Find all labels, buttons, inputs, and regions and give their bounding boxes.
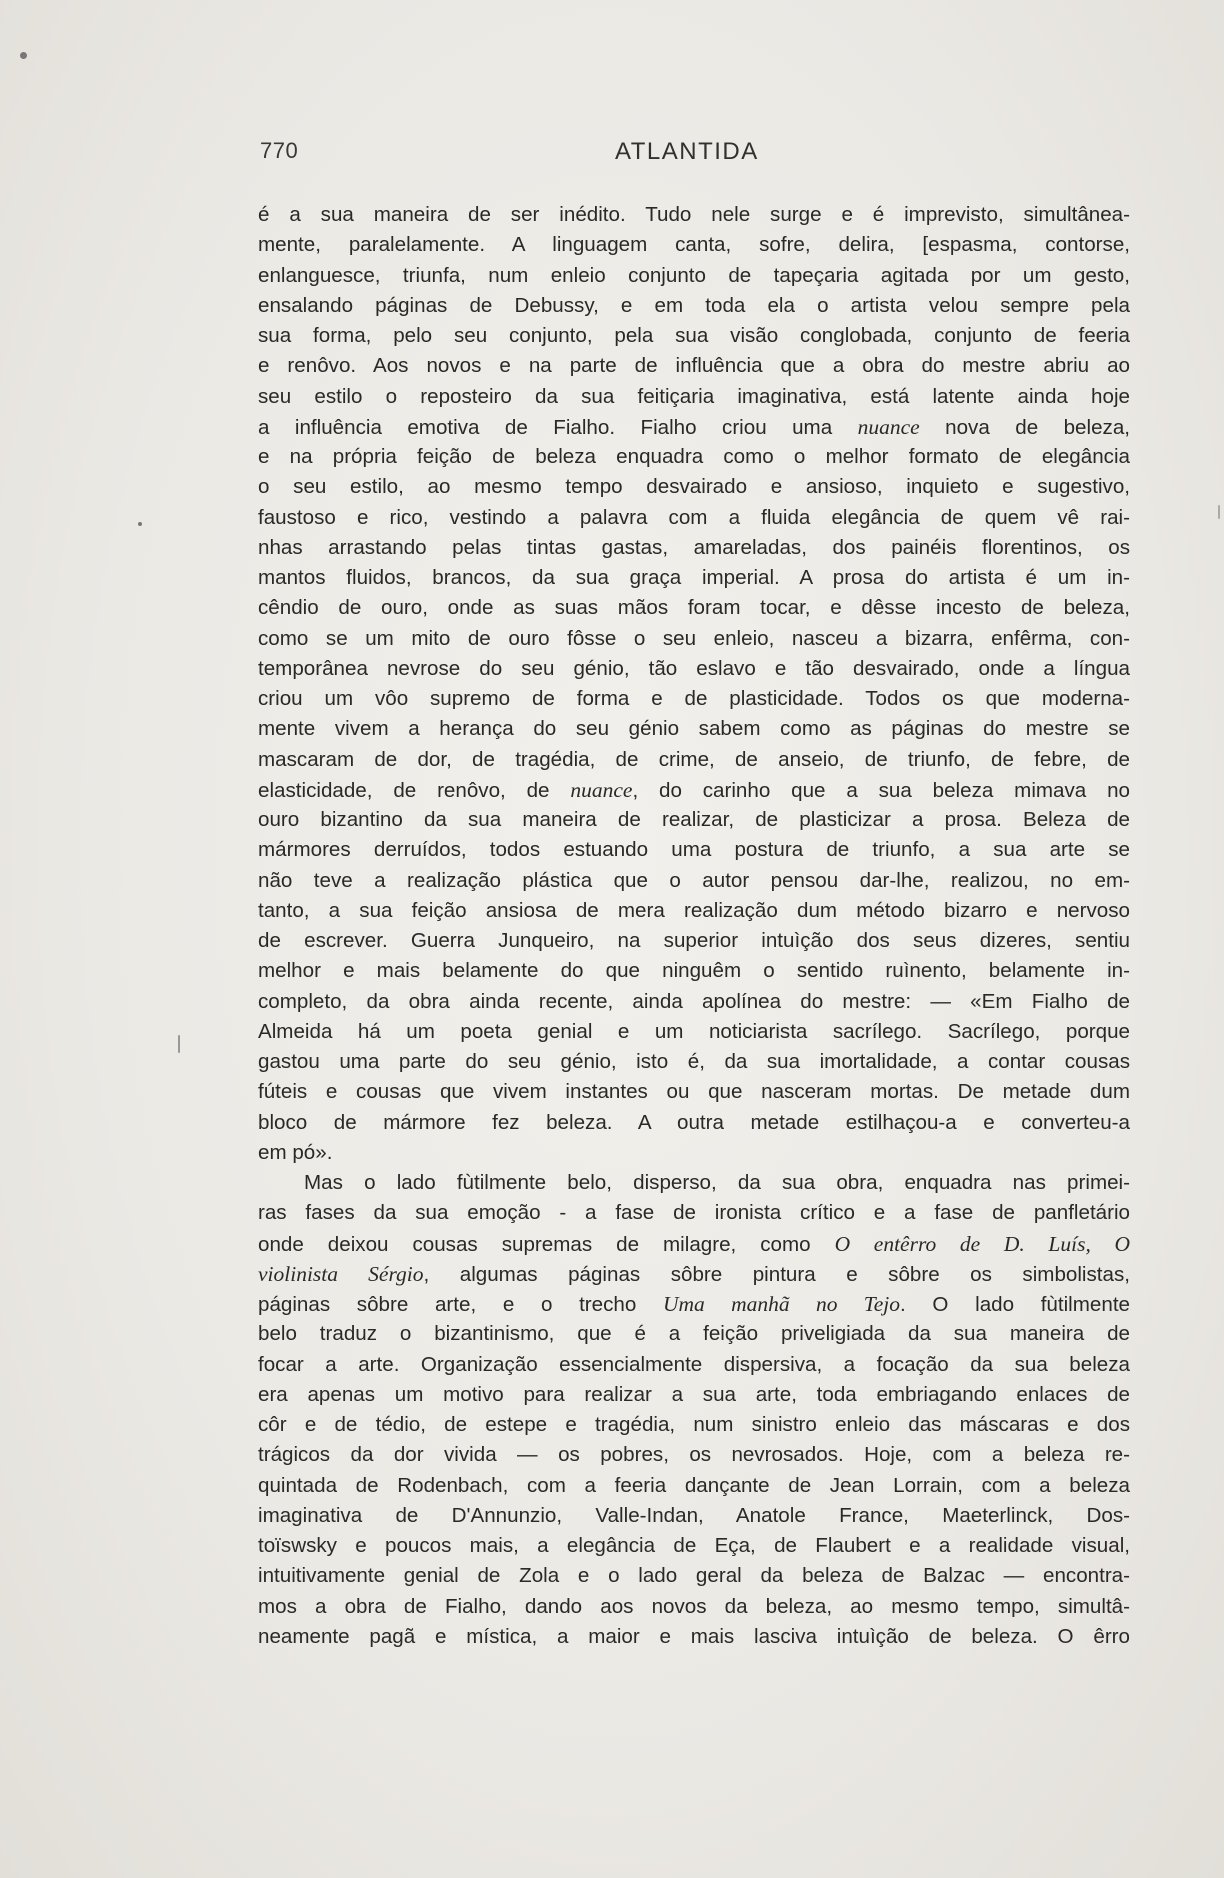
text-segment: trágicos da dor vivida — os pobres, os nevrosados. Hoje, com a beleza re- [258, 1443, 1130, 1467]
text-line [258, 835, 1130, 865]
text-segment: em pó». [258, 1140, 333, 1164]
text-line [258, 230, 1130, 260]
italic-title: O entêrro de D. Luís, O [834, 1231, 1130, 1256]
text-line [258, 1017, 1130, 1047]
text-segment: , algumas páginas sôbre pintura e sôbre os simbolistas, [423, 1262, 1130, 1286]
text-segment: mármores derruídos, todos estuando uma postura de triunfo, a sua arte se [258, 838, 1130, 862]
text-segment: mos a obra de Fialho, dando aos novos da beleza, ao mesmo tempo, simultâ- [258, 1594, 1130, 1618]
text-line [258, 805, 1130, 835]
page-number: 770 [260, 138, 299, 163]
text-segment: cêndio de ouro, onde as suas mãos foram tocar, e dêsse incesto de beleza, [258, 596, 1130, 620]
text-line [258, 442, 1130, 472]
text-segment: elasticidade, de renôvo, de [258, 778, 571, 802]
text-line [258, 1259, 1130, 1289]
text-line [258, 1501, 1130, 1531]
italic-title: nuance [857, 414, 920, 439]
text-segment: gastou uma parte do seu génio, isto é, da sua imortalidade, a contar cousas [258, 1050, 1130, 1073]
text-line [258, 1108, 1130, 1138]
text-segment: ras fases da sua emoção - a fase de ironista crítico e a fase de panfletário [258, 1201, 1130, 1225]
text-line [258, 684, 1130, 714]
text-line [258, 987, 1130, 1017]
text-segment: e renôvo. Aos novos e na parte de influência que a obra do mestre abriu ao [258, 354, 1130, 378]
text-line [258, 896, 1130, 926]
text-line [258, 1138, 1130, 1168]
text-segment: Mas o lado fùtilmente belo, disperso, da sua obra, enquadra nas primei- [304, 1171, 1130, 1194]
text-line [258, 291, 1130, 321]
text-line [258, 866, 1130, 896]
text-segment: temporânea nevrose do seu génio, tão eslavo e tão desvairado, onde a língua [258, 656, 1130, 680]
scan-speck [1218, 505, 1220, 519]
text-segment: completo, da obra ainda recente, ainda apolínea do mestre: — «Em Fialho de [258, 989, 1130, 1013]
running-title: ATLANTIDA [615, 138, 759, 165]
text-segment: bloco de mármore fez beleza. A outra metade estilhaçou-a e converteu-a [258, 1110, 1130, 1134]
text-segment: mente, paralelamente. A linguagem canta, sofre, delira, [espasma, contorse, [258, 233, 1130, 257]
text-line [258, 1561, 1130, 1591]
text-line [258, 926, 1130, 956]
text-segment: era apenas um motivo para realizar a sua arte, toda embriagando enlaces de [258, 1382, 1130, 1406]
text-segment: nova de beleza, [919, 415, 1130, 439]
italic-title: nuance [570, 777, 633, 802]
text-segment: nhas arrastando pelas tintas gastas, amareladas, dos painéis florentinos, os [258, 535, 1130, 559]
text-line [258, 412, 1130, 442]
body-text [258, 200, 1130, 1652]
text-line [258, 563, 1130, 593]
text-line [258, 1319, 1130, 1349]
scan-speck [138, 522, 142, 526]
text-line [258, 382, 1130, 412]
text-segment: ensalando páginas de Debussy, e em toda ela o artista velou sempre pela [258, 293, 1130, 317]
text-segment: páginas sôbre arte, e o trecho [258, 1293, 663, 1316]
page-header [260, 138, 1140, 168]
text-segment: o seu estilo, ao mesmo tempo desvairado e ansioso, inquieto e sugestivo, [258, 475, 1130, 499]
text-line [258, 1380, 1130, 1410]
text-segment: e na própria feição de beleza enquadra como o melhor formato de elegância [258, 445, 1130, 468]
text-segment: Almeida há um poeta genial e um noticiarista sacrílego. Sacrílego, porque [258, 1019, 1130, 1043]
text-line [258, 775, 1130, 805]
text-segment: focar a arte. Organização essencialmente dispersiva, a focação da sua beleza [258, 1352, 1130, 1376]
text-line [258, 624, 1130, 654]
text-line [258, 654, 1130, 684]
text-line [258, 533, 1130, 563]
text-line [258, 321, 1130, 351]
text-segment: onde deixou cousas supremas de milagre, como [258, 1232, 835, 1256]
text-segment: toïswsky e poucos mais, a elegância de Eça, de Flaubert e a realidade visual, [258, 1534, 1130, 1557]
text-segment: seu estilo o reposteiro da sua feitiçaria imaginativa, está latente ainda hoje [258, 384, 1130, 408]
text-segment: intuitivamente genial de Zola e o lado geral da beleza de Balzac — encontra- [258, 1564, 1130, 1588]
text-segment: criou um vôo supremo de forma e de plasticidade. Todos os que moderna- [258, 687, 1130, 710]
text-segment: mantos fluidos, brancos, da sua graça imperial. A prosa do artista é um in- [258, 566, 1130, 589]
text-line [258, 472, 1130, 502]
text-segment: mente vivem a herança do seu génio sabem como as páginas do mestre se [258, 717, 1130, 741]
text-segment: de escrever. Guerra Junqueiro, na superior intuìção dos seus dizeres, sentiu [258, 929, 1130, 952]
text-segment: quintada de Rodenbach, com a feeria dançante de Jean Lorrain, com a beleza [258, 1473, 1130, 1497]
text-segment: não teve a realização plástica que o autor pensou dar-lhe, realizou, no em- [258, 868, 1130, 892]
text-line [258, 1440, 1130, 1470]
text-segment: neamente pagã e mística, a maior e mais lasciva intuìção de beleza. O êrro [258, 1624, 1130, 1648]
text-line [258, 200, 1130, 230]
text-segment: belo traduz o bizantinismo, que é a feição priveligiada da sua maneira de [258, 1322, 1130, 1346]
text-line [258, 956, 1130, 986]
text-segment: . O lado fùtilmente [900, 1293, 1130, 1316]
text-line [258, 1410, 1130, 1440]
text-segment: , do carinho que a sua beleza mimava no [632, 778, 1131, 802]
text-segment: melhor e mais belamente do que ninguêm o sentido ruìnento, belamente in- [258, 959, 1130, 983]
text-line [258, 593, 1130, 623]
text-segment: como se um mito de ouro fôsse o seu enleio, nasceu a bizarra, enfêrma, con- [258, 626, 1130, 650]
text-line [258, 261, 1130, 291]
text-segment: tanto, a sua feição ansiosa de mera realização dum método bizarro e nervoso [258, 898, 1130, 922]
text-segment: faustoso e rico, vestindo a palavra com a fluida elegância de quem vê rai- [258, 505, 1130, 529]
italic-title: Uma manhã no Tejo [663, 1292, 901, 1316]
text-line [258, 714, 1130, 744]
text-segment: mascaram de dor, de tragédia, de crime, de anseio, de triunfo, de febre, de [258, 747, 1130, 771]
text-segment: côr e de tédio, de estepe e tragédia, num sinistro enleio das máscaras e dos [258, 1413, 1130, 1436]
text-line [258, 1622, 1130, 1652]
text-line [258, 351, 1130, 381]
text-line [258, 1229, 1130, 1259]
text-segment: sua forma, pelo seu conjunto, pela sua visão conglobada, conjunto de feeria [258, 324, 1130, 347]
text-line [258, 1198, 1130, 1228]
text-line [258, 1592, 1130, 1622]
text-line [258, 1531, 1130, 1561]
text-line [258, 1077, 1130, 1107]
text-segment: a influência emotiva de Fialho. Fialho criou uma [258, 415, 858, 439]
text-line [258, 503, 1130, 533]
text-line [258, 1168, 1130, 1198]
text-line [258, 745, 1130, 775]
text-segment: enlanguesce, triunfa, num enleio conjunto de tapeçaria agitada por um gesto, [258, 263, 1130, 287]
text-segment: ouro bizantino da sua maneira de realizar, de plasticizar a prosa. Beleza de [258, 808, 1130, 831]
text-line [258, 1289, 1130, 1319]
text-segment: fúteis e cousas que vivem instantes ou que nasceram mortas. De metade dum [258, 1080, 1130, 1104]
scan-speck [178, 1035, 180, 1053]
text-segment: é a sua maneira de ser inédito. Tudo nele surge e é imprevisto, simultânea- [258, 203, 1130, 226]
text-segment: imaginativa de D'Annunzio, Valle-Indan, Anatole France, Maeterlinck, Dos- [258, 1503, 1130, 1527]
text-line [258, 1350, 1130, 1380]
italic-title: violinista Sérgio [258, 1261, 424, 1286]
text-line [258, 1471, 1130, 1501]
scan-speck [20, 52, 27, 59]
text-line [258, 1047, 1130, 1077]
